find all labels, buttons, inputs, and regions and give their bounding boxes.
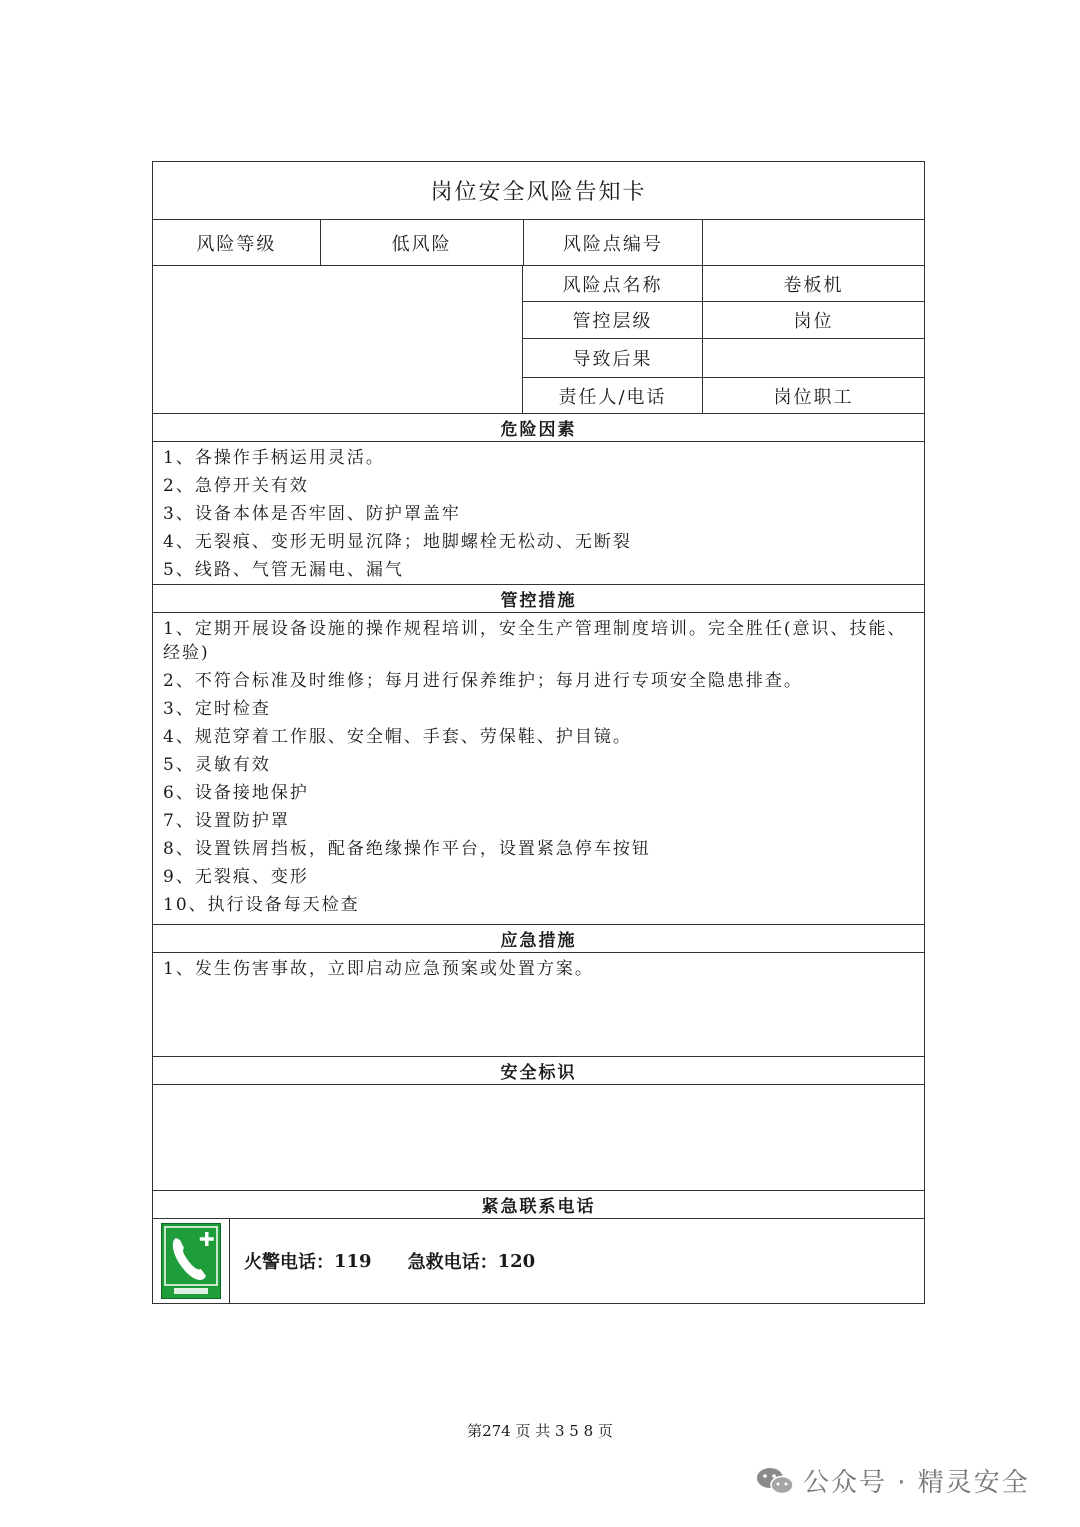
- list-item: 1、各操作手柄运用灵活。: [163, 448, 385, 468]
- consequence-label: 导致后果: [523, 339, 703, 377]
- control-level-value: 岗位: [793, 311, 834, 333]
- list-item: 2、急停开关有效: [163, 476, 309, 496]
- contacts-row: [153, 1219, 924, 1303]
- hazards-list: [153, 442, 924, 585]
- list-item: 5、灵敏有效: [163, 755, 271, 775]
- blank-image-area: [153, 266, 523, 413]
- emergency-heading: 应急措施: [153, 925, 924, 953]
- risk-level-row: [153, 220, 924, 266]
- watermark-text: 公众号 · 精灵安全: [803, 1468, 1030, 1498]
- list-item: 10、执行设备每天检查: [163, 895, 360, 915]
- page-number: 第274 页 共 3 5 8 页: [467, 1422, 613, 1440]
- list-item: 4、规范穿着工作服、安全帽、手套、劳保鞋、护目镜。: [163, 727, 632, 747]
- risk-level-label: 风险等级: [153, 220, 321, 265]
- risk-level-value: 低风险: [321, 220, 524, 265]
- responsible-row: [523, 378, 924, 413]
- fire-label: 火警电话：: [244, 1252, 334, 1273]
- consequence-value: [703, 339, 924, 377]
- responsible-value: 岗位职工: [773, 386, 854, 408]
- safety-signs-heading: 安全标识: [153, 1057, 924, 1085]
- risk-point-no-value: [703, 220, 924, 265]
- risk-point-name-value: 卷板机: [783, 274, 844, 296]
- list-item: 9、无裂痕、变形: [163, 867, 309, 887]
- list-item: 1、发生伤害事故，立即启动应急预案或处置方案。: [163, 959, 594, 979]
- list-item: 7、设置防护罩: [163, 811, 290, 831]
- list-item: 2、不符合标准及时维修；每月进行保养维护；每月进行专项安全隐患排查。: [163, 671, 803, 691]
- risk-point-name-label: 风险点名称: [523, 266, 703, 301]
- controls-list: [153, 613, 924, 925]
- risk-point-name-row: [523, 266, 924, 302]
- controls-heading: 管控措施: [153, 585, 924, 613]
- list-item: 3、设备本体是否牢固、防护罩盖牢: [163, 504, 461, 524]
- risk-notice-card: [152, 161, 925, 1304]
- risk-point-no-label: 风险点编号: [524, 220, 704, 265]
- emergency-sign-cell: [153, 1219, 230, 1303]
- list-item: 1、定期开展设备设施的操作规程培训，安全生产管理制度培训。完全胜任(意识、技能、经验): [163, 619, 907, 663]
- emergency-list: [153, 953, 924, 1057]
- consequence-row: [523, 339, 924, 378]
- watermark: [755, 1462, 1030, 1499]
- hazards-heading: 危险因素: [153, 414, 924, 442]
- control-level-label: 管控层级: [523, 302, 703, 338]
- risk-info-subtable: [523, 266, 924, 413]
- list-item: 8、设置铁屑挡板，配备绝缘操作平台，设置紧急停车按钮: [163, 839, 651, 859]
- list-item: 6、设备接地保护: [163, 783, 309, 803]
- control-level-row: [523, 302, 924, 339]
- safety-signs-area: [153, 1085, 924, 1191]
- ambulance-number: 120: [497, 1250, 536, 1272]
- contacts-heading: 紧急联系电话: [153, 1191, 924, 1219]
- responsible-label: 责任人/电话: [523, 378, 703, 413]
- emergency-phone-sign-icon: [161, 1223, 221, 1299]
- card-title: 岗位安全风险告知卡: [153, 162, 924, 220]
- list-item: 4、无裂痕、变形无明显沉降；地脚螺栓无松动、无断裂: [163, 532, 632, 552]
- list-item: 3、定时检查: [163, 699, 271, 719]
- ambulance-label: 急救电话：: [407, 1252, 498, 1273]
- contact-numbers: [230, 1219, 924, 1303]
- risk-info-block: [153, 266, 924, 414]
- list-item: 5、线路、气管无漏电、漏气: [163, 560, 404, 580]
- fire-number: 119: [334, 1250, 372, 1272]
- wechat-icon: [755, 1466, 795, 1496]
